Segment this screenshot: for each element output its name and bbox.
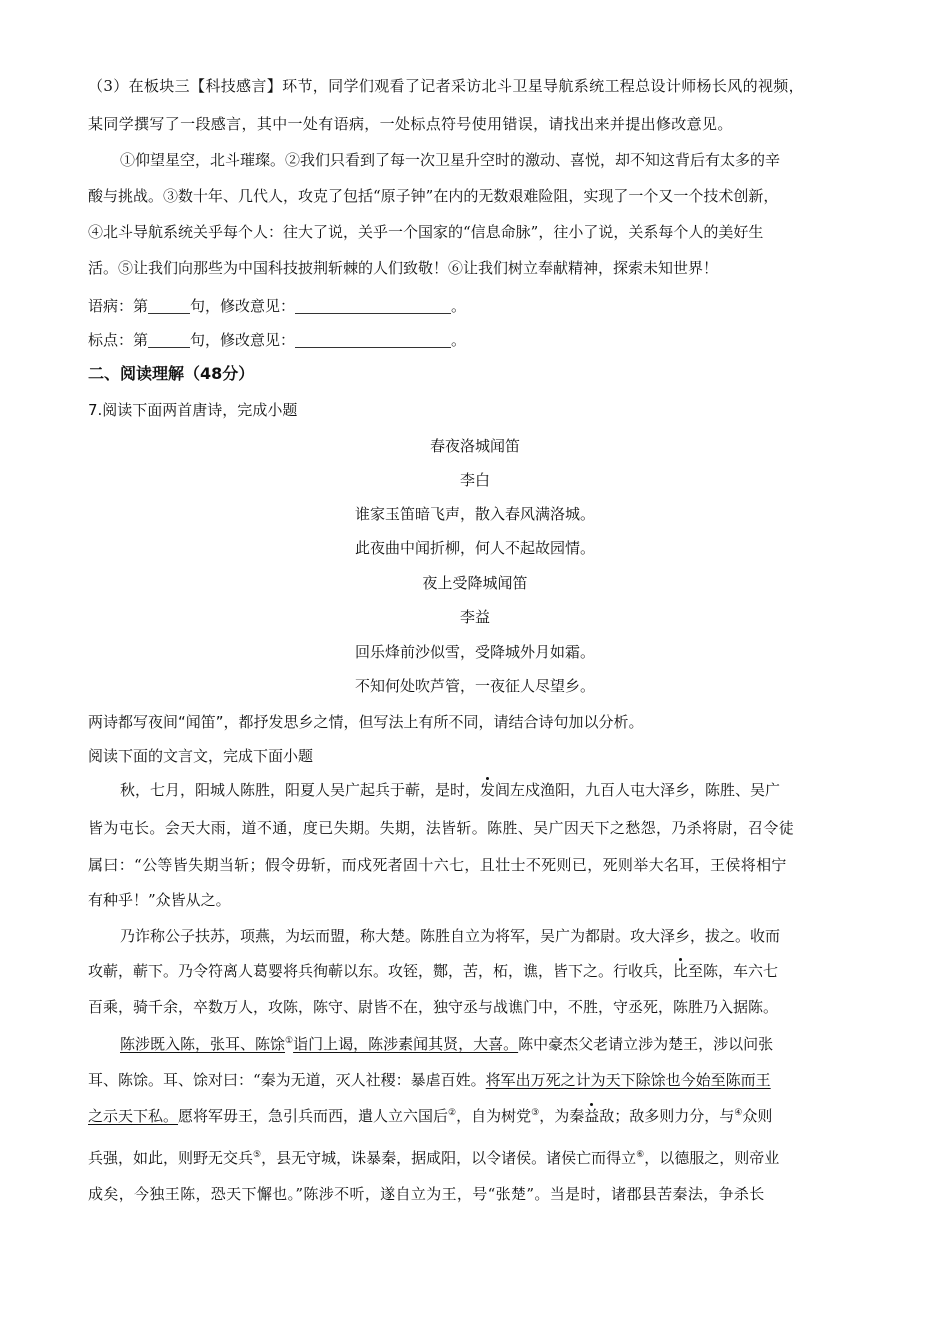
answer-grammar-label: 语病：第 [88, 297, 149, 315]
q7-question: 两诗都写夜间“闻笛”，都抒发思乡之情，但写法上有所不同，请结合诗句加以分析。 [88, 713, 644, 731]
classical-p3-line-5: 成矣，今独王陈，恐天下懈也。”陈涉不听，遂自立为王，号“张楚”。当是时，诸郡县苦秦法，争杀长 [88, 1185, 765, 1203]
footnote-marker: ④ [734, 1108, 743, 1118]
text-segment: 秋，七月，阳城人陈胜，阳夏人吴广起兵于蕲，是时， [120, 781, 481, 799]
answer-punctuation-end: 。 [451, 331, 467, 349]
q3-passage-line-1: ①仰望星空，北斗璀璨。②我们只看到了每一次卫星升空时的激动、喜悦，却不知这背后有太多的辛 [120, 151, 781, 169]
text-segment: ，为秦 [539, 1107, 585, 1125]
underlined-text: 陈涉既入陈，张耳、陈馀 [120, 1035, 286, 1053]
q3-intro-line-2: 某同学撰写了一段感言，其中一处有语病，一处标点符号使用错误，请找出来并提出修改意见。 [88, 115, 733, 133]
sentence-number-blank[interactable] [148, 331, 190, 348]
emphasis-char: 益 [584, 1107, 600, 1125]
emphasis-char: 发 [480, 781, 496, 799]
classical-p3-line-4 [88, 1148, 779, 1168]
text-segment: 众则 [742, 1107, 773, 1125]
underlined-text: 诣门上谒，陈涉素闻其贤，大喜。 [293, 1035, 519, 1053]
text-segment: 至陈，车六七 [688, 962, 779, 980]
footnote-marker: ② [448, 1108, 457, 1118]
classical-p1-line-2: 皆为屯长。会天大雨，道不通，度已失期。失期，法皆斩。陈胜、吴广因天下之愁怨，乃杀将尉，召令徒 [88, 819, 795, 837]
poem2-line-2: 不知何处吹芦管，一夜征人尽望乡。 [354, 677, 595, 695]
text-segment: 敌；敌多则力分，与 [599, 1107, 735, 1125]
answer-punctuation-label: 标点：第 [88, 331, 149, 349]
sentence-number-blank[interactable] [148, 297, 190, 314]
revision-blank[interactable] [295, 331, 451, 348]
text-segment: 陈中豪杰父老请立涉为楚王，涉以问张 [518, 1035, 774, 1053]
answer-punctuation-row [88, 330, 466, 350]
poem1-line-1: 谁家玉笛暗飞声，散入春风满洛城。 [354, 505, 595, 523]
q3-intro-line-1: （3）在板块三【科技感言】环节，同学们观看了记者采访北斗卫星导航系统工程总设计师杨长风的视频， [88, 77, 804, 95]
classical-stem: 阅读下面的文言文，完成下面小题 [88, 747, 314, 765]
poem1-title: 春夜洛城闻笛 [429, 437, 520, 455]
emphasis-char: 比 [673, 962, 689, 980]
text-segment: 攻蕲，蕲下。乃令符离人葛婴将兵徇蕲以东。攻铚，酂，苦，柘，谯，皆下之。行收兵， [88, 962, 674, 980]
poem1-author: 李白 [459, 471, 490, 489]
underlined-text: 将军出万死之计为天下除馀也今始至陈而王 [485, 1071, 771, 1089]
text-segment: ，县无守城，诛暴秦，据咸阳，以令诸侯。诸侯亡而得立 [261, 1149, 637, 1167]
text-segment: 兵强，如此，则野无交兵 [88, 1149, 254, 1167]
footnote-marker: ③ [531, 1108, 540, 1118]
footnote-marker: ⑥ [636, 1150, 645, 1160]
poem2-author: 李益 [459, 608, 490, 626]
answer-punctuation-mid: 句，修改意见： [190, 331, 296, 349]
underlined-text: 之示天下私。 [88, 1107, 179, 1125]
answer-grammar-row [88, 296, 466, 316]
text-segment: 愿将军毋王，急引兵而西，遣人立六国后 [178, 1107, 449, 1125]
poem2-line-1: 回乐烽前沙似雪，受降城外月如霜。 [354, 643, 595, 661]
text-segment: ，以德服之，则帝业 [644, 1149, 780, 1167]
poem1-line-2: 此夜曲中闻折柳，何人不起故园情。 [354, 539, 595, 557]
footnote-marker: ⑤ [253, 1150, 262, 1160]
q3-passage-line-3: ④北斗导航系统关乎每个人：往大了说，关乎一个国家的“信息命脉”，往小了说，关系每个人的美好生 [88, 223, 764, 241]
classical-p3-line-2 [88, 1070, 771, 1090]
classical-p2-line-2 [88, 961, 778, 981]
classical-p1-line-3: 属曰：“公等皆失期当斩；假令毋斩，而戍死者固十六七，且壮士不死则已，死则举大名耳，王侯将相宁 [88, 856, 787, 874]
q7-stem: 7.阅读下面两首唐诗，完成小题 [88, 401, 298, 419]
classical-p2-line-1: 乃诈称公子扶苏，项燕，为坛而盟，称大楚。陈胜自立为将军，吴广为都尉。攻大泽乡，拔之。收而 [120, 927, 781, 945]
revision-blank[interactable] [295, 297, 451, 314]
text-segment: 耳、陈馀。耳、馀对曰：“秦为无道，灭人社稷：暴虐百姓。 [88, 1071, 486, 1089]
poem2-title: 夜上受降城闻笛 [422, 574, 528, 592]
classical-p2-line-3: 百乘，骑千余，卒数万人，攻陈，陈守、尉皆不在，独守丞与战谯门中，不胜，守丞死，陈胜乃入据陈。 [88, 998, 779, 1016]
answer-grammar-end: 。 [451, 297, 467, 315]
footnote-marker: ① [285, 1036, 294, 1046]
q3-passage-line-4: 活。⑤让我们向那些为中国科技披荆斩棘的人们致敬！⑥让我们树立奉献精神，探索未知世界！ [88, 259, 719, 277]
text-segment: 闾左戍渔阳，九百人屯大泽乡，陈胜、吴广 [495, 781, 781, 799]
section-title: 二、阅读理解（48分） [88, 364, 255, 383]
classical-p3-line-3 [88, 1106, 772, 1126]
answer-grammar-mid: 句，修改意见： [190, 297, 296, 315]
classical-p1-line-4: 有种乎！”众皆从之。 [88, 891, 231, 909]
text-segment: ，自为树党 [456, 1107, 532, 1125]
classical-p3-line-1 [120, 1034, 773, 1054]
classical-p1-line-1 [120, 780, 780, 800]
q3-passage-line-2: 酸与挑战。③数十年、几代人，攻克了包括“原子钟”在内的无数艰难险阻，实现了一个又一个技术创新， [88, 187, 779, 205]
